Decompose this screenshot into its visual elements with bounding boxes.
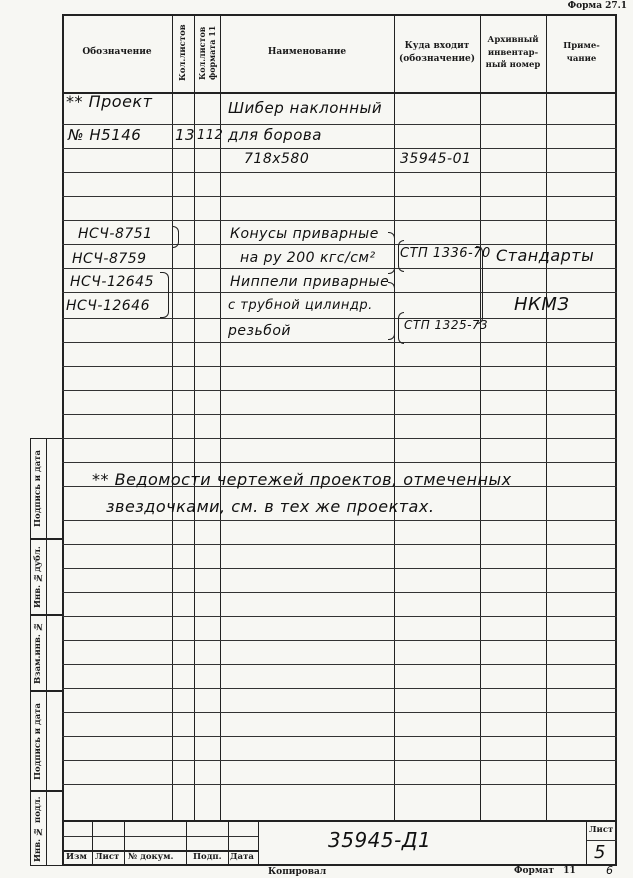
r8-name: с трубной цилиндр. [228, 298, 373, 313]
bracket-where-used-close [476, 246, 483, 324]
r1-name: Шибер наклонный [228, 99, 383, 117]
footer-format-label: Формат [514, 866, 555, 876]
col-divider-1 [172, 14, 173, 820]
footer-corner-mark: 6 [606, 864, 614, 877]
bracket-where-used-2 [398, 312, 404, 344]
bracket-designation-2 [160, 272, 169, 318]
stamp-sign-date-1: Подпись и дата [33, 449, 43, 527]
header-name: Наименование [267, 47, 347, 58]
tb-sheet-label: Лист [589, 825, 614, 835]
r1-designation: ** Проект [66, 92, 153, 111]
footer-format-number: 11 [563, 866, 576, 876]
r8-designation: НСЧ-12646 [66, 298, 150, 314]
r9-name: резьбой [228, 323, 291, 339]
r8-archive: НКМЗ [514, 294, 570, 315]
col-divider-4 [394, 14, 395, 820]
tb-doc-no: № докум. [128, 852, 174, 862]
header-where-used-line1: Куда входит [404, 40, 470, 51]
footnote-line1: ** Ведомости чертежей проектов, отмеченных [92, 470, 512, 489]
header-archive [480, 14, 546, 92]
footer-copied: Копировал [268, 867, 327, 877]
r2-format11: 112 [197, 128, 224, 143]
r5-name: Конусы приварные [230, 226, 379, 242]
bracket-designation-1 [172, 226, 179, 248]
header-sheets-count: Кол.листов [178, 24, 188, 82]
form-frame [62, 14, 617, 866]
tb-date: Дата [230, 852, 254, 862]
bracket-where-used-1 [398, 240, 404, 272]
form-number: 27.1 [605, 1, 627, 11]
header-format11-count: Кол.листов формата 11 [197, 25, 217, 81]
bracket-name-1 [388, 232, 395, 274]
header-archive-line3: ный номер [485, 60, 541, 71]
stamp-divider [46, 438, 47, 866]
header-note [546, 14, 617, 92]
r2-designation: № Н5146 [68, 126, 142, 144]
r2-sheets: 13 [175, 126, 196, 144]
tb-izm: Изм [66, 852, 87, 862]
footnote-line2: звездочками, см. в тех же проектах. [106, 497, 435, 516]
tb-designation: 35945-Д1 [328, 828, 432, 852]
r6-archive: Стандарты [496, 246, 595, 265]
col-divider-5 [480, 14, 481, 820]
r6-where-used: СТП 1336-70 [400, 246, 491, 261]
bracket-name-2 [388, 282, 395, 340]
header-archive-line1: Архивный [487, 34, 539, 45]
form-label-text: Форма [567, 1, 603, 11]
r6-designation: НСЧ-8759 [72, 251, 147, 267]
stamp-inv-dubl: Инв. №дубл. [33, 546, 43, 608]
col-divider-6 [546, 14, 547, 820]
header-where-used [394, 14, 480, 92]
form-label [565, 1, 627, 11]
stamp-inv-podl: Инв. № подл. [33, 796, 43, 862]
header-archive-line2: инвентар- [487, 47, 539, 58]
stamp-vzam-inv: Взам.инв. № [33, 621, 43, 685]
header-note-line2: чание [566, 54, 597, 64]
r7-designation: НСЧ-12645 [70, 274, 154, 290]
r2-name: для борова [228, 126, 322, 144]
r9-where-used: СТП 1325-73 [404, 318, 489, 332]
r3-where-used: 35945-01 [400, 151, 472, 167]
r3-name: 718х580 [244, 151, 310, 167]
header-where-used-line2: (обозначение) [399, 54, 475, 64]
r6-name: на ру 200 кгс/см² [240, 250, 376, 266]
stamp-sign-date-2: Подпись и дата [33, 702, 43, 780]
tb-sheet-number: 5 [594, 842, 606, 863]
r5-designation: НСЧ-8751 [78, 226, 153, 242]
header-note-line1: Приме- [563, 41, 600, 52]
tb-sign: Подп. [193, 852, 222, 862]
footer-format [514, 866, 576, 876]
r7-name: Ниппели приварные [230, 274, 390, 290]
header-designation: Обозначение [82, 47, 152, 58]
tb-list: Лист [95, 852, 120, 862]
